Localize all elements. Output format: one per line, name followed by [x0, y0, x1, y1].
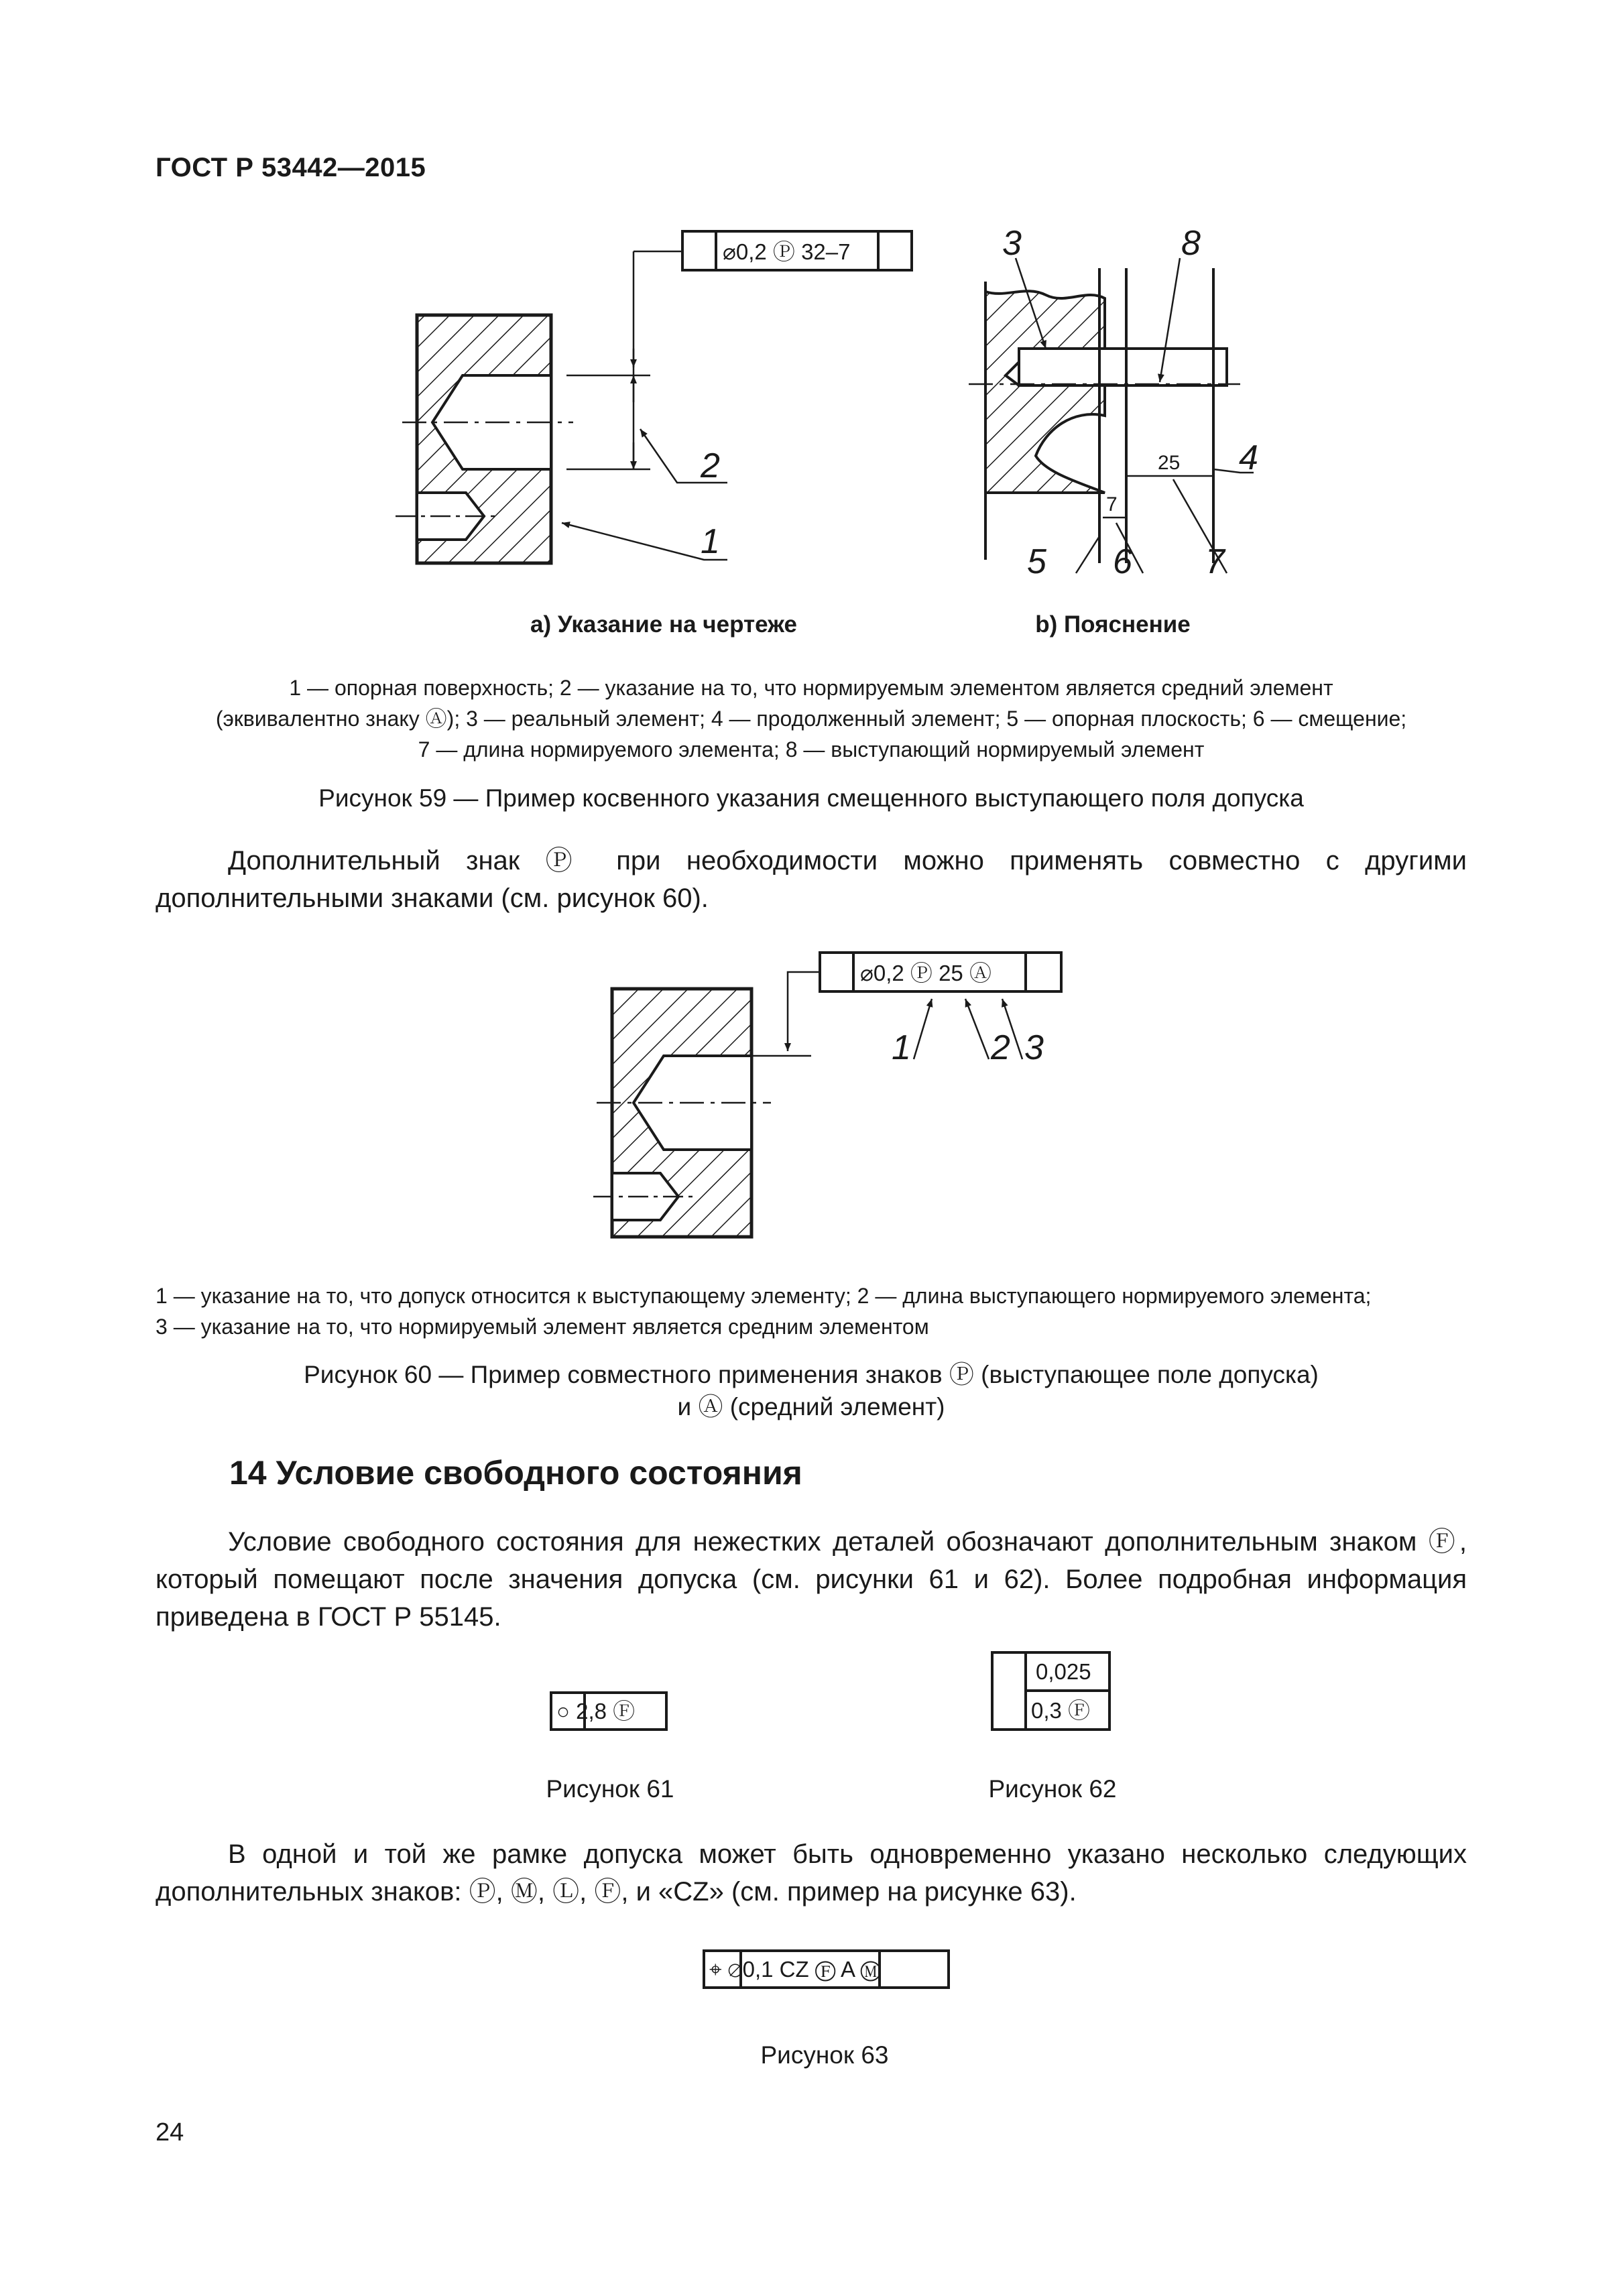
- section-title: 14 Условие свободного состояния: [229, 1454, 802, 1492]
- fig59a-drawing: [396, 231, 912, 563]
- fig62-frame-top: 0,025: [1036, 1659, 1091, 1684]
- fig60-legend-line-2: 3 — указание на то, что нормируемый элемент является средним элементом: [156, 1315, 929, 1339]
- fig59b-dim-7: 7: [1106, 493, 1118, 516]
- fig59-subcaption-a: a) Указание на чертеже: [530, 611, 797, 638]
- fig59b-dim-25: 25: [1158, 452, 1181, 474]
- fig62-frame-bottom: 0,3 Ⓕ: [1031, 1698, 1091, 1723]
- paragraph-3-text: В одной и той же рамке допуска может быть одновременно указано несколько следующих дополнительных знаков: Ⓟ, Ⓜ, Ⓛ, Ⓕ, и «CZ» (см. пример на рисунке 63).: [156, 1839, 1467, 1907]
- fig60-caption-line-1: Рисунок 60 — Пример совместного применения знаков Ⓟ (выступающее поле допуска): [304, 1361, 1319, 1388]
- paragraph-1: [156, 842, 1467, 917]
- fig59-legend-line-3: 7 — длина нормируемого элемента; 8 — выступающий нормируемый элемент: [418, 737, 1205, 762]
- fig59-subcaption-b: b) Пояснение: [1035, 611, 1191, 638]
- fig59b-callout-7: 7: [1205, 542, 1225, 581]
- page-number: 24: [156, 2118, 184, 2147]
- fig61-caption: Рисунок 61: [546, 1775, 674, 1803]
- fig63-caption: Рисунок 63: [760, 2041, 889, 2069]
- fig59a-callout-2: 2: [701, 446, 720, 485]
- fig59-caption: Рисунок 59 — Пример косвенного указания смещенного выступающего поля допуска: [318, 784, 1304, 812]
- fig59b-callout-3: 3: [1002, 224, 1022, 263]
- fig59a-frame-text: ⌀0,2 Ⓟ 32–7: [723, 239, 851, 264]
- fig59b-callout-8: 8: [1181, 224, 1201, 263]
- paragraph-1-text: Дополнительный знак Ⓟ при необходимости можно применять совместно с другими дополнительными знаками (см. рисунок 60).: [156, 846, 1467, 913]
- fig59-legend-line-1: 1 — опорная поверхность; 2 — указание на то, что нормируемым элементом является средний элемент: [289, 676, 1333, 700]
- fig61-frame-text: ○ 2,8 Ⓕ: [556, 1699, 636, 1724]
- fig60-callout-1: 1: [892, 1028, 911, 1067]
- document-header: ГОСТ Р 53442—2015: [156, 153, 426, 182]
- paragraph-2-text: Условие свободного состояния для нежестких деталей обозначают дополнительным знаком Ⓕ, который помещают после значения допуска (см. рисунки 61 и 62). Более подробная информация приведена в ГОСТ Р 55145.: [156, 1527, 1467, 1632]
- fig62-caption: Рисунок 62: [988, 1775, 1117, 1803]
- fig60-legend-line-1: 1 — указание на то, что допуск относится к выступающему элементу; 2 — длина выступающего нормируемого элемента;: [156, 1284, 1372, 1308]
- fig60-frame-text: ⌀0,2 Ⓟ 25 Ⓐ: [860, 961, 991, 985]
- fig60-callout-2: 2: [991, 1028, 1010, 1067]
- fig59a-callout-1: 1: [701, 522, 720, 561]
- fig60-caption-line-2: и Ⓐ (средний элемент): [677, 1393, 945, 1421]
- fig60-callout-3: 3: [1024, 1028, 1044, 1067]
- fig59b-callout-5: 5: [1027, 542, 1046, 581]
- fig60-drawing: [593, 953, 1061, 1237]
- paragraph-2: [156, 1523, 1467, 1636]
- fig63-frame-text: ⌖ ⌀0,1 CZ Ⓕ A Ⓜ: [709, 1957, 882, 1982]
- fig59b-drawing: [969, 258, 1254, 573]
- paragraph-3: [156, 1835, 1467, 1911]
- fig59-legend-line-2: (эквивалентно знаку Ⓐ); 3 — реальный элемент; 4 — продолженный элемент; 5 — опорная плоскость; 6 — смещение;: [215, 707, 1407, 731]
- fig60-legend: [156, 1280, 1467, 1342]
- fig59b-callout-6: 6: [1113, 542, 1132, 581]
- fig59-legend: [156, 672, 1467, 765]
- fig59b-callout-4: 4: [1239, 438, 1258, 477]
